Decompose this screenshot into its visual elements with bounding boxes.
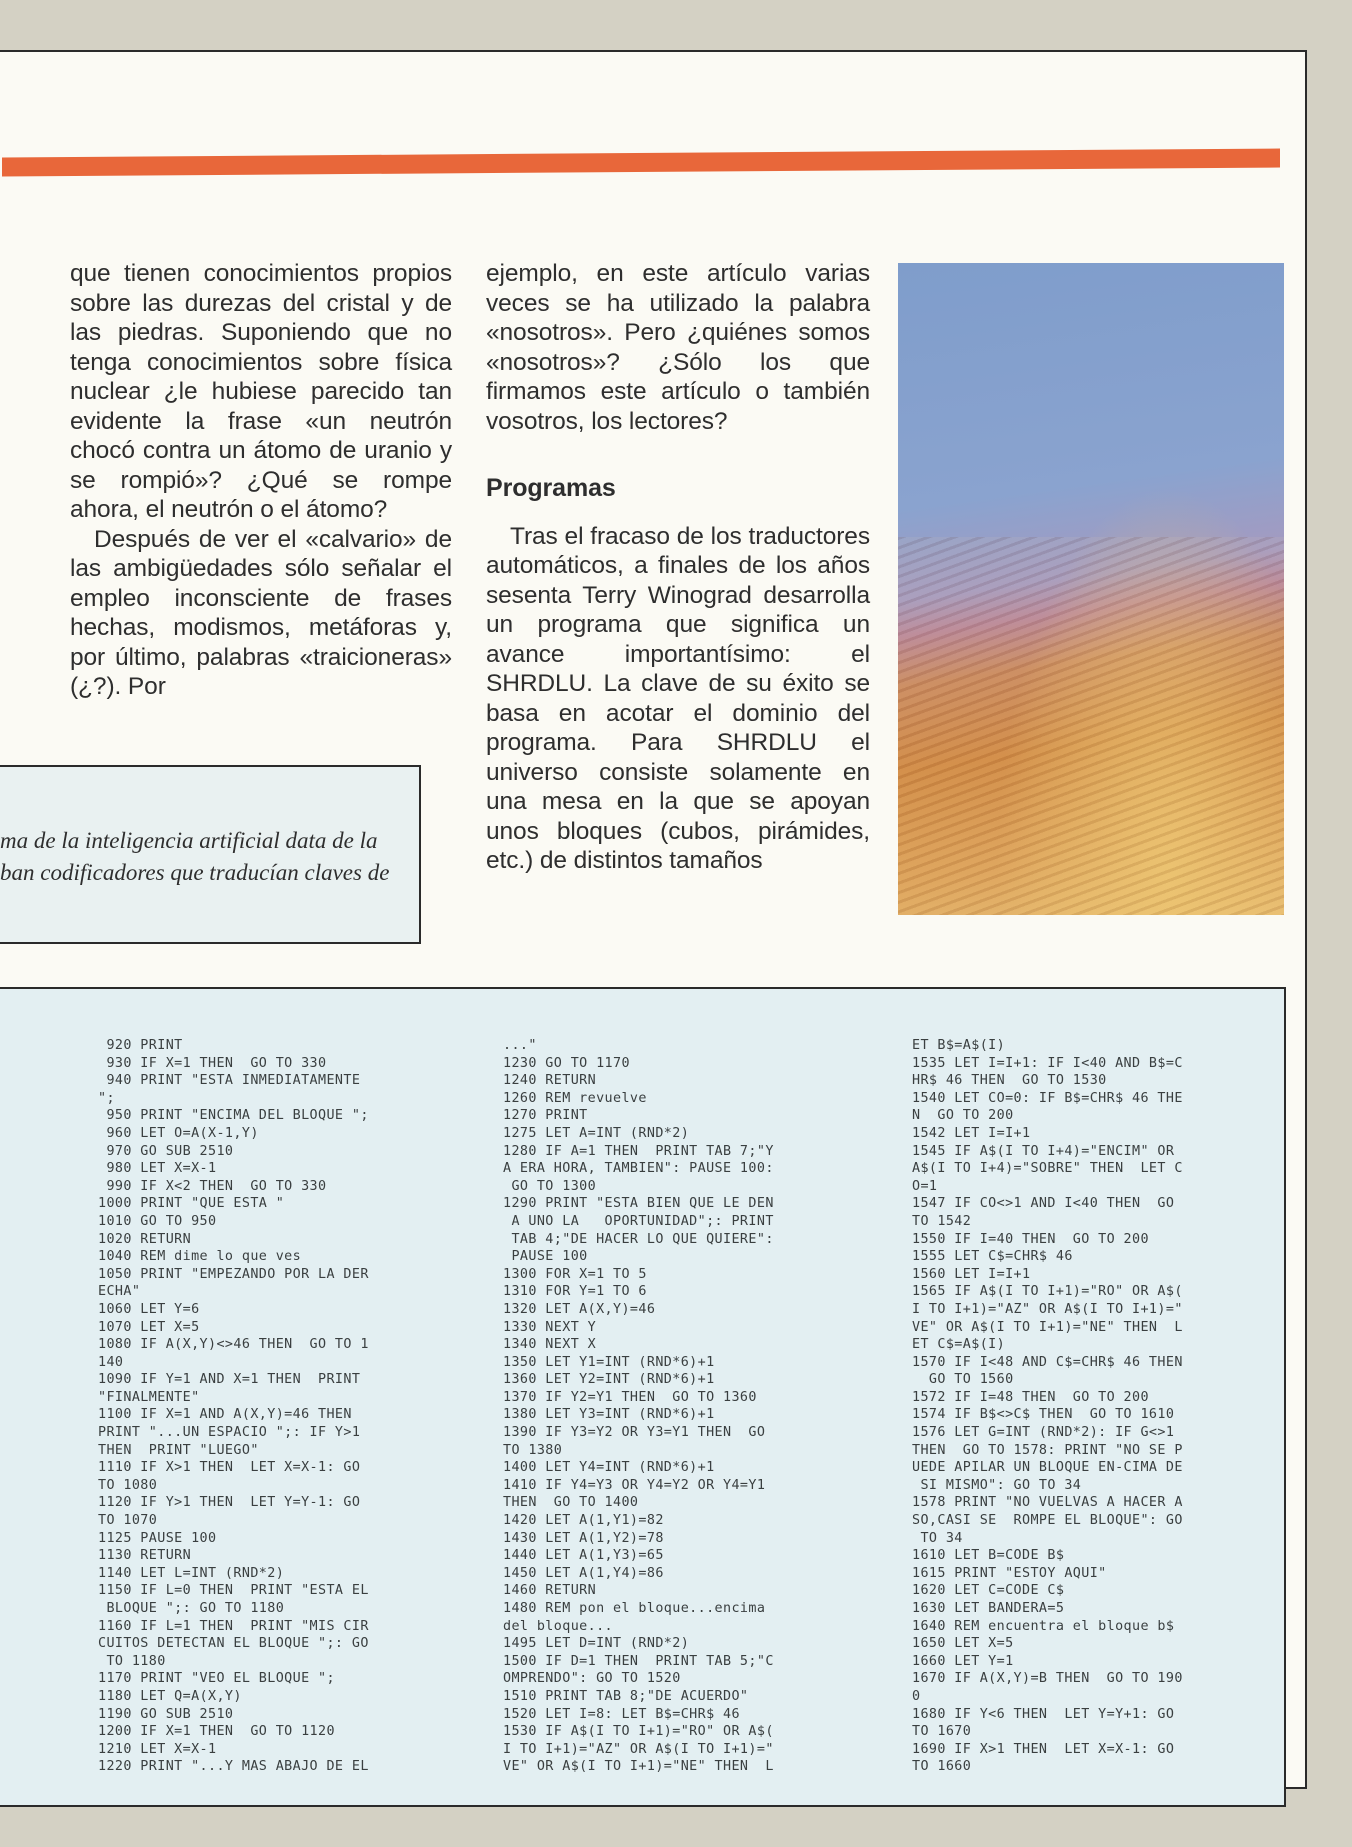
- code-line: 1547 IF CO<>1 AND I<40 THEN GO: [912, 1196, 1175, 1212]
- code-line: 1545 IF A$(I TO I+4)="ENCIM" OR: [912, 1143, 1175, 1159]
- code-line: 1270 PRINT: [503, 1108, 588, 1124]
- paragraph: que tienen conocimientos propios sobre las durezas del cristal y de las piedras. Suponiendo que no tenga conocimientos sobre física nuclear ¿le hubiese parecido tan evidente la frase «un neutrón chocó contra un átomo de uranio y se rompió»? ¿Qué se rompe ahora, el neutrón o el átomo?: [70, 260, 452, 523]
- code-line: ET C$=A$(I): [912, 1337, 1006, 1353]
- code-line: 1300 FOR X=1 TO 5: [503, 1266, 647, 1282]
- code-line: 1500 IF D=1 THEN PRINT TAB 5;"C: [503, 1653, 774, 1669]
- code-line: 1440 LET A(1,Y3)=65: [503, 1548, 664, 1564]
- code-line: 1574 IF B$<>C$ THEN GO TO 1610: [912, 1407, 1175, 1423]
- accent-bar: [2, 149, 1280, 177]
- code-line: 1420 LET A(1,Y1)=82: [503, 1513, 664, 1529]
- code-line: SO,CASI SE ROMPE EL BLOQUE": GO: [912, 1513, 1183, 1529]
- code-line: VE" OR A$(I TO I+1)="NE" THEN L: [912, 1319, 1183, 1335]
- desert-sand-dunes-photo: [898, 263, 1284, 915]
- code-line: 1090 IF Y=1 AND X=1 THEN PRINT: [98, 1372, 361, 1388]
- code-line: 1340 NEXT X: [503, 1337, 597, 1353]
- code-line: 1565 IF A$(I TO I+1)="RO" OR A$(: [912, 1284, 1183, 1300]
- code-line: TAB 4;"DE HACER LO QUE QUIERE":: [503, 1231, 774, 1247]
- code-line: 1480 REM pon el bloque...encima: [503, 1601, 766, 1616]
- code-line: 1690 IF X>1 THEN LET X=X-1: GO: [912, 1741, 1175, 1757]
- code-line: TO 1380: [503, 1442, 563, 1458]
- paragraph: Después de ver el «calvario» de las ambigüedades sólo señalar el empleo inconsciente de frases hechas, modismos, metáforas y, por último, palabras «traicioneras» (¿?). Por: [70, 525, 452, 700]
- code-line: 140: [98, 1354, 124, 1370]
- code-line: 1330 NEXT Y: [503, 1319, 597, 1335]
- middle-text-column: [486, 259, 870, 876]
- code-line: 1210 LET X=X-1: [98, 1741, 217, 1757]
- code-line: PAUSE 100: [503, 1249, 588, 1265]
- code-line: A$(I TO I+4)="SOBRE" THEN LET C: [912, 1161, 1183, 1177]
- code-line: TO 34: [912, 1530, 963, 1546]
- code-line: ECHA": [98, 1284, 141, 1300]
- sand-ripples: [898, 537, 1284, 915]
- code-line: THEN PRINT "LUEGO": [98, 1442, 259, 1458]
- code-line: 1360 LET Y2=INT (RND*6)+1: [503, 1372, 715, 1388]
- quote-line: ban codificadores que traducían claves de: [0, 860, 390, 885]
- code-line: 1520 LET I=8: LET B$=CHR$ 46: [503, 1706, 740, 1722]
- code-line: 1110 IF X>1 THEN LET X=X-1: GO: [98, 1460, 361, 1476]
- code-line: 1670 IF A(X,Y)=B THEN GO TO 190: [912, 1671, 1183, 1687]
- code-line: 980 LET X=X-1: [98, 1161, 217, 1177]
- code-line: 1450 LET A(1,Y4)=86: [503, 1565, 664, 1581]
- code-line: 1570 IF I<48 AND C$=CHR$ 46 THEN: [912, 1354, 1183, 1370]
- code-line: 1140 LET L=INT (RND*2): [98, 1565, 285, 1581]
- code-line: 1640 REM encuentra el bloque b$: [912, 1618, 1175, 1634]
- code-line: 1150 IF L=0 THEN PRINT "ESTA EL: [98, 1583, 369, 1599]
- code-line: A ERA HORA, TAMBIEN": PAUSE 100:: [503, 1161, 774, 1177]
- code-line: I TO I+1)="AZ" OR A$(I TO I+1)=": [503, 1741, 774, 1757]
- code-line: ";: [98, 1090, 115, 1106]
- code-line: 1280 IF A=1 THEN PRINT TAB 7;"Y: [503, 1143, 774, 1159]
- code-line: TO 1080: [98, 1477, 158, 1493]
- code-line: 1000 PRINT "QUE ESTA ": [98, 1196, 285, 1212]
- code-line: 1410 IF Y4=Y3 OR Y4=Y2 OR Y4=Y1: [503, 1477, 766, 1493]
- code-line: 1220 PRINT "...Y MAS ABAJO DE EL: [98, 1759, 369, 1775]
- code-line: 1542 LET I=I+1: [912, 1125, 1031, 1141]
- code-line: CUITOS DETECTAN EL BLOQUE ";: GO: [98, 1636, 369, 1652]
- code-line: O=1: [912, 1178, 938, 1194]
- code-line: 1560 LET I=I+1: [912, 1266, 1031, 1282]
- code-line: I TO I+1)="AZ" OR A$(I TO I+1)=": [912, 1301, 1183, 1317]
- paragraph: Tras el fracaso de los traductores automáticos, a finales de los años sesenta Terry Winograd desarrolla un programa que significa un avance importantísimo: el SHRDLU. La clave de su éxito se basa en acotar el dominio del programa. Para SHRDLU el universo consiste solamente en una mesa en la que se apoyan unos bloques (cubos, pirámides, etc.) de distintos tamaños: [486, 522, 870, 874]
- code-line: 930 IF X=1 THEN GO TO 330: [98, 1055, 327, 1071]
- code-line: 1540 LET CO=0: IF B$=CHR$ 46 THE: [912, 1090, 1183, 1106]
- code-line: 1125 PAUSE 100: [98, 1530, 217, 1546]
- code-line: 1290 PRINT "ESTA BIEN QUE LE DEN: [503, 1196, 774, 1212]
- code-line: 1660 LET Y=1: [912, 1653, 1014, 1669]
- code-line: THEN GO TO 1578: PRINT "NO SE P: [912, 1442, 1183, 1458]
- code-line: 1576 LET G=INT (RND*2): IF G<>1: [912, 1425, 1175, 1441]
- quote-text: [0, 825, 389, 889]
- code-line: 0: [912, 1688, 921, 1704]
- code-line: 990 IF X<2 THEN GO TO 330: [98, 1178, 327, 1194]
- quote-line: ma de la inteligencia artificial data de la: [0, 828, 378, 853]
- code-line: 1578 PRINT "NO VUELVAS A HACER A: [912, 1495, 1183, 1511]
- code-line: 1080 IF A(X,Y)<>46 THEN GO TO 1: [98, 1337, 369, 1353]
- code-line: del bloque...: [503, 1618, 614, 1634]
- code-line: 1230 GO TO 1170: [503, 1055, 630, 1071]
- listing-column-2: [503, 1037, 774, 1776]
- section-heading: Programas: [486, 474, 616, 502]
- paragraph: ejemplo, en este artículo varias veces se ha utilizado la palabra «nosotros». Pero ¿quiénes somos «nosotros»? ¿Sólo los que firmamos este artículo o también vosotros, los lectores?: [486, 260, 870, 435]
- code-line: SI MISMO": GO TO 34: [912, 1477, 1082, 1493]
- code-line: TO 1542: [912, 1213, 972, 1229]
- page-edge-shadow: [1310, 50, 1352, 1847]
- code-line: TO 1070: [98, 1513, 158, 1529]
- code-line: 1010 GO TO 950: [98, 1213, 217, 1229]
- code-line: 1630 LET BANDERA=5: [912, 1601, 1065, 1616]
- code-line: 1390 IF Y3=Y2 OR Y3=Y1 THEN GO: [503, 1425, 766, 1441]
- code-line: 1050 PRINT "EMPEZANDO POR LA DER: [98, 1266, 369, 1282]
- code-line: ET B$=A$(I): [912, 1038, 1006, 1053]
- code-line: 1310 FOR Y=1 TO 6: [503, 1284, 647, 1300]
- code-line: 1572 IF I=48 THEN GO TO 200: [912, 1389, 1149, 1405]
- listing-column-1: [98, 1037, 369, 1776]
- code-line: 920 PRINT: [98, 1038, 183, 1053]
- code-line: 1040 REM dime lo que ves: [98, 1249, 302, 1265]
- code-line: HR$ 46 THEN GO TO 1530: [912, 1073, 1107, 1089]
- code-line: VE" OR A$(I TO I+1)="NE" THEN L: [503, 1759, 774, 1775]
- code-line: 1100 IF X=1 AND A(X,Y)=46 THEN: [98, 1407, 352, 1423]
- code-line: GO TO 1560: [912, 1372, 1014, 1388]
- code-line: 1530 IF A$(I TO I+1)="RO" OR A$(: [503, 1724, 774, 1740]
- code-line: 970 GO SUB 2510: [98, 1143, 234, 1159]
- code-line: 1020 RETURN: [98, 1231, 192, 1247]
- code-line: 1680 IF Y<6 THEN LET Y=Y+1: GO: [912, 1706, 1175, 1722]
- code-line: 1650 LET X=5: [912, 1636, 1014, 1652]
- code-line: 1535 LET I=I+1: IF I<40 AND B$=C: [912, 1055, 1183, 1071]
- code-line: 1120 IF Y>1 THEN LET Y=Y-1: GO: [98, 1495, 361, 1511]
- code-line: UEDE APILAR UN BLOQUE EN-CIMA DE: [912, 1460, 1183, 1476]
- code-line: N GO TO 200: [912, 1108, 1014, 1124]
- code-line: BLOQUE ";: GO TO 1180: [98, 1601, 285, 1616]
- code-line: 940 PRINT "ESTA INMEDIATAMENTE: [98, 1073, 361, 1089]
- code-line: 1430 LET A(1,Y2)=78: [503, 1530, 664, 1546]
- code-line: 1275 LET A=INT (RND*2): [503, 1125, 690, 1141]
- code-line: 950 PRINT "ENCIMA DEL BLOQUE ";: [98, 1108, 369, 1124]
- code-line: 1550 IF I=40 THEN GO TO 200: [912, 1231, 1149, 1247]
- code-line: 1350 LET Y1=INT (RND*6)+1: [503, 1354, 715, 1370]
- code-line: ...": [503, 1038, 537, 1053]
- code-line: 1380 LET Y3=INT (RND*6)+1: [503, 1407, 715, 1423]
- quote-box: [0, 765, 421, 944]
- code-line: 1615 PRINT "ESTOY AQUI": [912, 1565, 1107, 1581]
- code-line: 1160 IF L=1 THEN PRINT "MIS CIR: [98, 1618, 369, 1634]
- code-line: 1060 LET Y=6: [98, 1301, 200, 1317]
- listing-column-3: [912, 1037, 1183, 1776]
- code-line: 1260 REM revuelve: [503, 1090, 647, 1106]
- code-line: 1170 PRINT "VEO EL BLOQUE ";: [98, 1671, 335, 1687]
- left-text-column: [70, 259, 452, 702]
- code-line: 1370 IF Y2=Y1 THEN GO TO 1360: [503, 1389, 757, 1405]
- code-line: A UNO LA OPORTUNIDAD";: PRINT: [503, 1213, 774, 1229]
- code-line: 1620 LET C=CODE C$: [912, 1583, 1065, 1599]
- code-line: TO 1670: [912, 1724, 972, 1740]
- code-line: 1495 LET D=INT (RND*2): [503, 1636, 690, 1652]
- code-line: GO TO 1300: [503, 1178, 597, 1194]
- code-line: TO 1180: [98, 1653, 166, 1669]
- code-line: THEN GO TO 1400: [503, 1495, 639, 1511]
- code-line: 1070 LET X=5: [98, 1319, 200, 1335]
- code-line: 1400 LET Y4=INT (RND*6)+1: [503, 1460, 715, 1476]
- magazine-page: [0, 50, 1307, 1789]
- code-line: 1130 RETURN: [98, 1548, 192, 1564]
- code-line: TO 1660: [912, 1759, 972, 1775]
- code-line: 1460 RETURN: [503, 1583, 597, 1599]
- basic-program-listing: [0, 987, 1286, 1807]
- code-line: 1190 GO SUB 2510: [98, 1706, 234, 1722]
- code-line: 1610 LET B=CODE B$: [912, 1548, 1065, 1564]
- code-line: 1510 PRINT TAB 8;"DE ACUERDO": [503, 1688, 749, 1704]
- code-line: PRINT "...UN ESPACIO ";: IF Y>1: [98, 1425, 361, 1441]
- code-line: 1200 IF X=1 THEN GO TO 1120: [98, 1724, 335, 1740]
- code-line: 1240 RETURN: [503, 1073, 597, 1089]
- code-line: OMPRENDO": GO TO 1520: [503, 1671, 681, 1687]
- code-line: 1320 LET A(X,Y)=46: [503, 1301, 656, 1317]
- code-line: 1180 LET Q=A(X,Y): [98, 1688, 242, 1704]
- code-line: 1555 LET C$=CHR$ 46: [912, 1249, 1073, 1265]
- code-line: 960 LET O=A(X-1,Y): [98, 1125, 259, 1141]
- code-line: "FINALMENTE": [98, 1389, 200, 1405]
